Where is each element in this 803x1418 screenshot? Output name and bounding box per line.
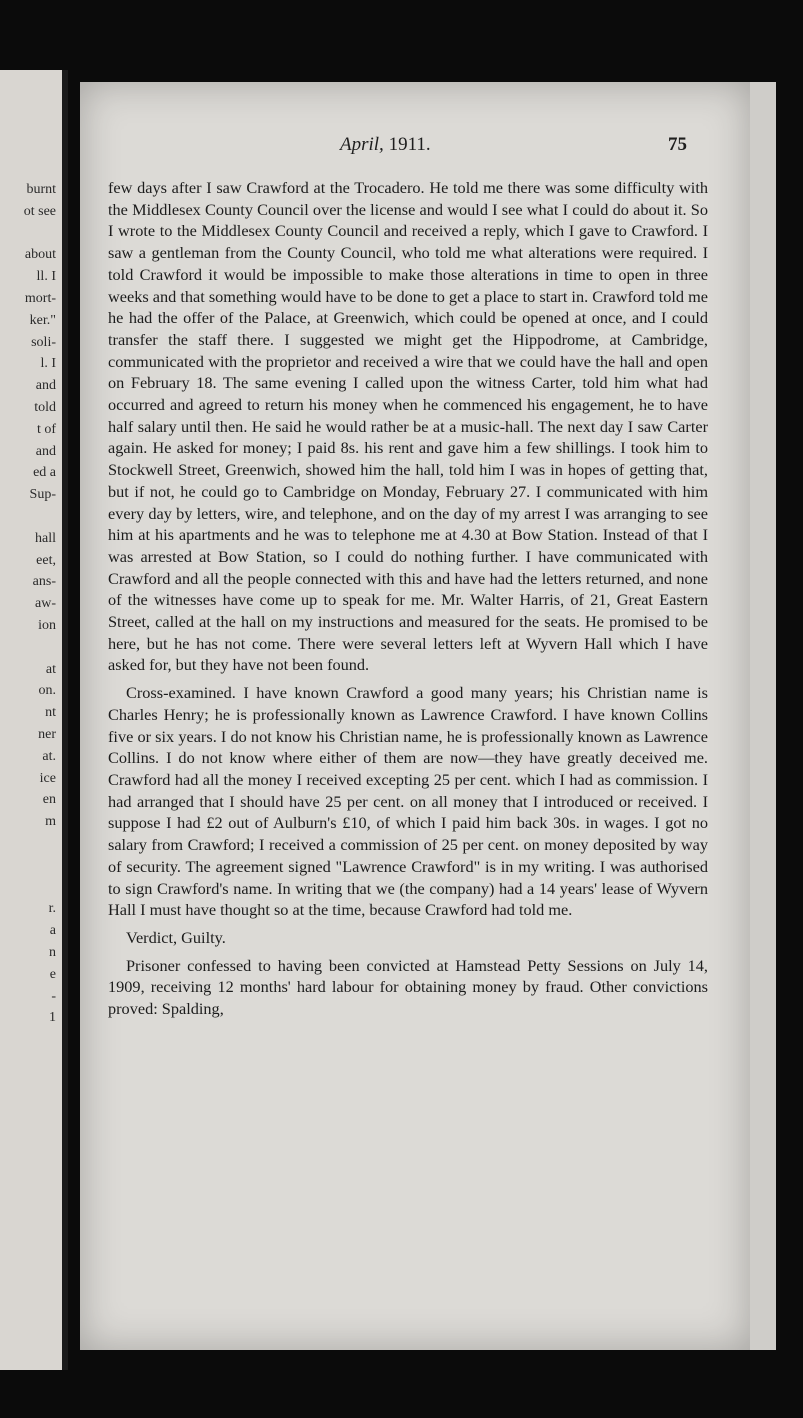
facing-page-fragment: 1 [49, 1010, 56, 1026]
running-head-year: 1911. [388, 134, 431, 155]
facing-page-fragment: Sup- [29, 487, 56, 503]
paragraph-testimony: few days after I saw Crawford at the Trocadero. He told me there was some difficulty with the Middlesex County Council over the license and would I see what I could do about it. So I wrote to the Middlesex County Council and received a reply, which I gave to Crawford. I saw a gentleman from the County Council, who told me what alterations were required. I told Crawford it would be impossible to make those alterations in time to open in three weeks and that something would have to be done to get a place to start in. Crawford told me he had the offer of the Palace, at Greenwich, which could be opened at once, and I could transfer the staff there. I suggested we might get the Hippodrome, at Cambridge, communicated with the proprietor and received a wire that we could have the hall and open on February 18. The same evening I called upon the witness Carter, told him what had occurred and agreed to return his money when he commenced his engagement, he to have half salary until then. He said he would rather be at a music-hall. The next day I saw Carter again. He asked for money; I paid 8s. his rent and gave him a few shillings. I took him to Stockwell Street, Greenwich, showed him the hall, told him I was in hopes of getting that, but if not, he could go to Cambridge on Monday, February 27. I communicated with him every day by letters, wire, and telephone, and on the day of my arrest I was arranging to see him at his apartments and he was to telephone me at 4.30 at Bow Station. Instead of that I was arrested at Bow Station, so I could do nothing further. I have communicated with Crawford and all the people connected with this and have had the letters returned, and none of the witnesses have come up to speak for me. Mr. Walter Harris, of 21, Great Eastern Street, called at the hall on my instructions and measured for the seats. He promised to be here, but he has not come. There were several letters left at Wyvern Hall which I have asked for, but they have not been found. [108, 178, 708, 675]
facing-page-fragment: ans- [32, 574, 56, 590]
facing-page-fragment: nt [45, 705, 56, 721]
facing-page-fragment: aw- [35, 596, 56, 612]
facing-page-fragment: at [45, 661, 56, 677]
facing-page-fragment: burnt [26, 182, 56, 197]
facing-page-fragment: ot see [23, 203, 56, 219]
page-right-margin [750, 82, 776, 1350]
page-body [108, 177, 708, 1026]
facing-page-fragment: ion [38, 618, 56, 633]
facing-page-fragment: told [34, 400, 56, 415]
facing-page-fragment: ker." [29, 312, 56, 328]
running-head-month: April, [340, 134, 384, 155]
facing-page-fragment: ner [38, 727, 56, 742]
document-page [80, 82, 750, 1350]
facing-page-edge [0, 70, 68, 1370]
facing-page-fragment: at. [42, 748, 56, 764]
facing-page-fragment: and [35, 443, 56, 459]
facing-page-fragment: ed a [33, 465, 56, 481]
facing-page-fragment: hall [35, 530, 56, 546]
facing-page-fragment: eet, [36, 552, 56, 568]
running-head [340, 134, 431, 156]
facing-page-fragment: about [24, 247, 56, 263]
facing-page-fragment: l. I [40, 356, 56, 372]
facing-page-fragment: mort- [24, 291, 56, 306]
page-number: 75 [668, 134, 687, 155]
facing-page-fragment: r. [48, 901, 56, 917]
facing-page-fragment: and [35, 378, 56, 394]
paragraph-prior-convictions: Prisoner confessed to having been convicted at Hamstead Petty Sessions on July 14, 1909, receiving 12 months' hard labour for obtaining money by fraud. Other convictions proved: Spalding, [108, 955, 708, 1019]
facing-page-fragment: m [45, 814, 56, 830]
paragraph-verdict: Verdict, Guilty. [126, 927, 226, 947]
facing-page-fragment: soli- [31, 334, 56, 350]
paragraph-cross-examined: Cross-examined. I have known Crawford a good many years; his Christian name is Charles Henry; he is professionally known as Lawrence Crawford. I have known Collins five or six years. I do not know his Christian name, he is professionally known as Lawrence Collins. I do not know where either of them are now—they have greatly deceived me. Crawford had all the money I received excepting 25 per cent. which I had as commission. I had arranged that I should have 25 per cent. on all money that I introduced or received. I suppose I had £2 out of Aulburn's £10, of which I paid him back 30s. in wages. I got no salary from Crawford; I received a commission of 25 per cent. on money deposited by way of security. The agreement signed "Lawrence Crawford" is in my writing. I was authorised to sign Crawford's name. In writing that we (the company) had a 14 years' lease of Wyvern Hall I must have thought so at the time, because Crawford had told me. [108, 683, 708, 920]
facing-page-fragment: t of [36, 421, 56, 437]
facing-page-fragment: ice [39, 770, 56, 786]
facing-page-fragment: ll. I [36, 269, 56, 285]
facing-page-fragment: en [42, 792, 56, 808]
facing-page-fragment: on. [38, 683, 56, 699]
facing-page-fragment: e [49, 966, 56, 982]
facing-page-fragment: n [49, 945, 56, 960]
page-header [80, 134, 750, 160]
facing-page-fragment: - [51, 988, 56, 1004]
facing-page-fragment: a [49, 923, 56, 939]
